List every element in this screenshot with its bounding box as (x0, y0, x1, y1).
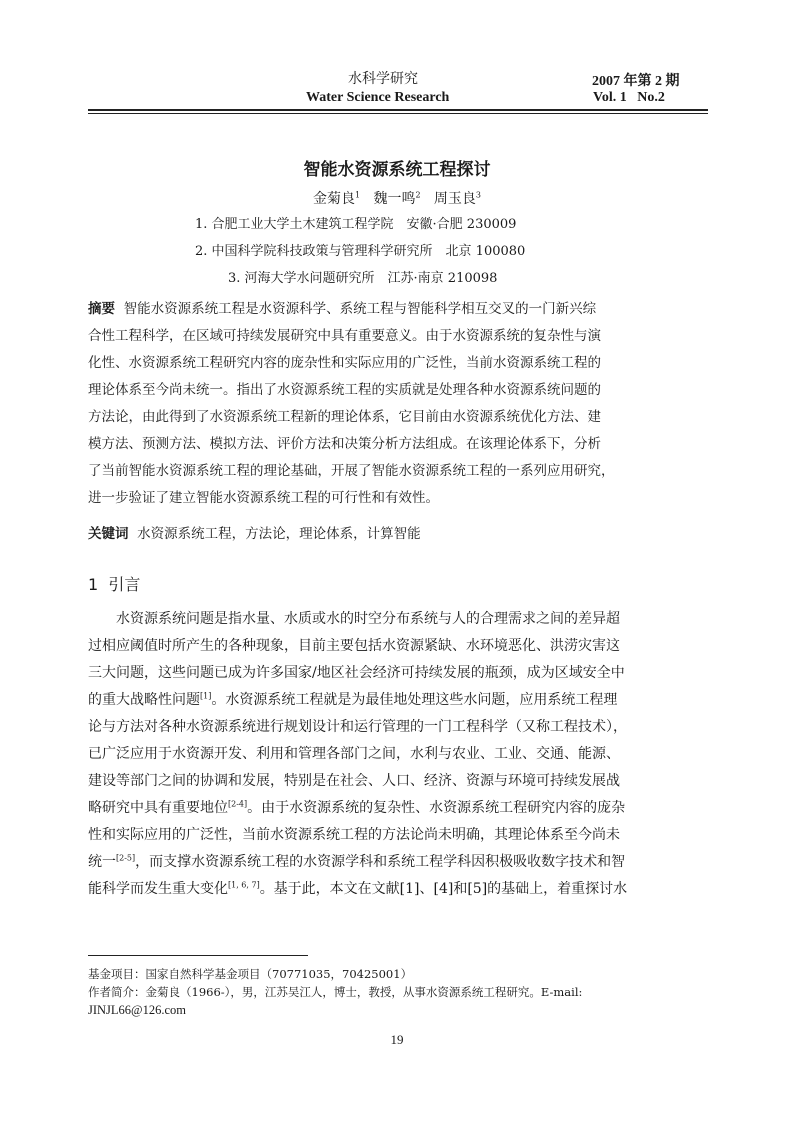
body-line: 三大问题，这些问题已成为许多国家/地区社会经济可持续发展的瓶颈，成为区域安全中 (88, 665, 625, 681)
citation-mark: [1] (200, 691, 212, 701)
citation-mark: [1, 6, 7] (228, 880, 260, 890)
journal-issue-en: Vol. 1 No.2 (593, 90, 665, 105)
page-number: 19 (390, 1032, 404, 1047)
affiliation-1: 1. 合肥工业大学土木建筑工程学院 安徽·合肥 230009 (195, 217, 517, 232)
body-line: 性和实际应用的广泛性，当前水资源系统工程的方法论尚未明确，其理论体系至今尚未 (88, 827, 620, 843)
abstract-line: 模方法、预测方法、模拟方法、评价方法和决策分析方法组成。在该理论体系下，分析 (88, 436, 601, 452)
author-affil-mark: 2 (415, 190, 421, 200)
abstract-line: 合性工程科学，在区域可持续发展研究中具有重要意义。由于水资源系统的复杂性与演 (88, 328, 601, 344)
section-heading: 1 引言 (88, 575, 141, 594)
journal-title-cn: 水科学研究 (348, 71, 418, 87)
author-name: 魏一鸣 (373, 191, 416, 207)
author-list (0, 188, 794, 208)
body-line: 略研究中具有重要地位[2-4]。由于水资源系统的复杂性、水资源系统工程研究内容的庞杂 (88, 799, 626, 816)
keywords-label: 关键词 (88, 526, 129, 542)
author-name: 周玉良 (433, 191, 476, 207)
abstract-label: 摘要 (88, 301, 115, 317)
author-affil-mark: 3 (475, 190, 481, 200)
header-rule-thin (88, 113, 708, 114)
author-name: 金菊良 (313, 191, 355, 207)
author-bio-line: 作者简介：金菊良（1966-），男，江苏吴江人，博士，教授，从事水资源系统工程研究。E-mail: (88, 985, 583, 999)
abstract-line: 理论体系至今尚未统一。指出了水资源系统工程的实质就是处理各种水资源系统问题的 (88, 382, 601, 398)
body-line: 已广泛应用于水资源开发、利用和管理各部门之间，水利与农业、工业、交通、能源、 (88, 746, 620, 762)
body-line: 论与方法对各种水资源系统进行规划设计和运行管理的一门工程科学（又称工程技术）， (88, 719, 627, 735)
abstract-line: 摘要 智能水资源系统工程是水资源科学、系统工程与智能科学相互交叉的一门新兴综 (88, 301, 597, 317)
citation-mark: [2-4] (228, 799, 248, 809)
body-line: 水资源系统问题是指水量、水质或水的时空分布系统与人的合理需求之间的差异超 (88, 611, 620, 627)
body-line: 过相应阈值时所产生的各种现象，目前主要包括水资源紧缺、水环境恶化、洪涝灾害这 (88, 638, 620, 654)
body-line: 能科学而发生重大变化[1, 6, 7]。基于此，本文在文献[1]、[4]和[5]的基础上，着重探讨水 (88, 880, 628, 897)
author-email: JINJL66@126.com (88, 1003, 186, 1017)
fund-note: 基金项目：国家自然科学基金项目（70771035，70425001） (88, 967, 413, 981)
body-line: 的重大战略性问题[1]。水资源系统工程就是为最佳地处理这些水问题，应用系统工程理 (88, 691, 618, 708)
journal-title-en: Water Science Research (306, 90, 450, 105)
affiliation-3: 3. 河海大学水问题研究所 江苏·南京 210098 (228, 271, 498, 286)
body-line: 统一[2-5]，而支撑水资源系统工程的水资源学科和系统工程学科因积极吸收数字技术和智 (88, 853, 626, 870)
affiliation-2: 2. 中国科学院科技政策与管理科学研究所 北京 100080 (195, 244, 526, 259)
footnote-divider (88, 955, 308, 956)
abstract-line: 进一步验证了建立智能水资源系统工程的可行性和有效性。 (88, 490, 439, 506)
abstract-line: 方法论，由此得到了水资源系统工程新的理论体系，它目前由水资源系统优化方法、建 (88, 409, 601, 425)
abstract-line: 了当前智能水资源系统工程的理论基础，开展了智能水资源系统工程的一系列应用研究， (88, 463, 615, 479)
paper-title: 智能水资源系统工程探讨 (303, 160, 491, 180)
abstract-line: 化性、水资源系统工程研究内容的庞杂性和实际应用的广泛性，当前水资源系统工程的 (88, 355, 601, 371)
body-line: 建设等部门之间的协调和发展，特别是在社会、人口、经济、资源与环境可持续发展战 (88, 773, 620, 789)
keywords-text: 水资源系统工程，方法论，理论体系，计算智能 (137, 526, 421, 542)
keywords-line (88, 525, 708, 543)
author-affil-mark: 1 (355, 190, 361, 200)
journal-issue-cn: 2007 年第 2 期 (592, 74, 680, 89)
citation-mark: [2-5] (116, 853, 136, 863)
header-rule-thick (88, 109, 708, 111)
